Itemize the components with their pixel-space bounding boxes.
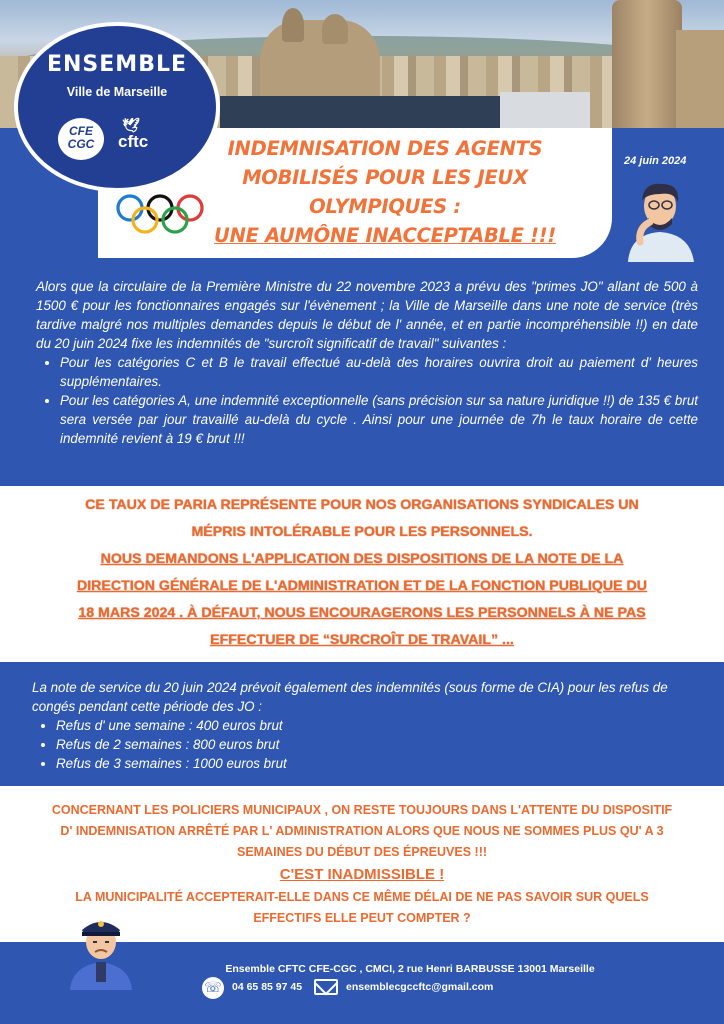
modern-building	[500, 92, 590, 128]
thinking-man-icon	[620, 172, 700, 262]
publication-date: 24 juin 2024	[624, 155, 687, 167]
list-item: • Refus de 3 semaines : 1000 euros brut	[56, 754, 696, 773]
demand-line: EFFECTUER DE “SURCROÎT DE TRAVAIL” ...	[210, 632, 514, 648]
title-line: UNE AUMÔNE INACCEPTABLE !!!	[214, 224, 556, 247]
page-title	[150, 134, 620, 250]
police-headline: C'EST INADMISSIBLE !	[279, 866, 445, 883]
intro-section	[36, 277, 698, 448]
police-text	[40, 800, 684, 929]
title-line: OLYMPIQUES :	[309, 195, 461, 218]
footer-address: Ensemble CFTC CFE-CGC , CMCI, 2 rue Henri BARBUSSE 13001 Marseille	[225, 963, 595, 975]
logo-title: ENSEMBLE	[46, 52, 188, 77]
list-item: • Pour les catégories C et B le travail effectué au-delà des horaires ouvrira droit au paiement d' heures supplémentaires.	[60, 353, 698, 391]
list-item: • Refus d' une semaine : 400 euros brut	[56, 716, 696, 735]
note-text	[32, 678, 696, 773]
note-list	[32, 716, 696, 773]
cftc-logo	[118, 118, 178, 158]
police-line: CONCERNANT LES POLICIERS MUNICIPAUX , ON RESTE TOUJOURS DANS L'ATTENTE DU DISPOSITIF	[51, 803, 673, 817]
dome	[322, 14, 348, 44]
bird-icon: 🕊	[122, 117, 140, 133]
demand-text	[30, 492, 694, 654]
cftc-label: cftc	[118, 132, 149, 151]
logo-circle	[14, 22, 220, 192]
demand-line: DIRECTION GÉNÉRALE DE L'ADMINISTRATION ET DE LA FONCTION PUBLIQUE DU	[76, 578, 648, 594]
demand-line: NOUS DEMANDONS L'APPLICATION DES DISPOSITIONS DE LA NOTE DE LA	[100, 551, 624, 567]
police-line: D' INDEMNISATION ARRÊTÉ PAR L' ADMINISTRATION ALORS QUE NOUS NE SOMMES PLUS QU' A 3	[60, 824, 664, 838]
dome	[282, 8, 304, 42]
demand-line: 18 MARS 2024 . À DÉFAUT, NOUS ENCOURAGERONS LES PERSONNELS À NE PAS	[78, 605, 646, 621]
modern-building	[220, 96, 500, 128]
list-item: • Pour les catégories A, une indemnité exceptionnelle (sans précision sur sa nature juridique !!) de 135 € brut sera versée par jour travaillé au-delà du cycle . Ainsi pour une journée de 7h le taux horaire de cette indemnité revient à 19 € brut !!!	[60, 391, 698, 448]
demand-line: MÉPRIS INTOLÉRABLE POUR LES PERSONNELS.	[191, 524, 533, 540]
note-paragraph: La note de service du 20 juin 2024 prévoit également des indemnités (sous forme de CIA) pour les refus de congés pendant cette période des JO :	[32, 680, 668, 714]
police-line: EFFECTIFS ELLE PEUT COMPTER ?	[253, 911, 471, 925]
police-line: SEMAINES DU DÉBUT DES ÉPREUVES !!!	[236, 845, 488, 859]
list-item: • Refus de 2 semaines : 800 euros brut	[56, 735, 696, 754]
intro-list	[36, 353, 698, 448]
olympic-rings-icon	[114, 192, 206, 236]
mail-icon	[314, 979, 338, 995]
logo-subtitle: Ville de Marseille	[66, 85, 168, 99]
title-line: INDEMNISATION DES AGENTS	[227, 137, 543, 160]
fort-wall	[676, 30, 724, 128]
demand-line: CE TAUX DE PARIA REPRÉSENTE POUR NOS ORGANISATIONS SYNDICALES UN	[85, 497, 639, 513]
footer-phone[interactable]: 04 65 85 97 45	[232, 981, 303, 993]
police-officer-icon	[66, 908, 136, 990]
phone-icon: ☏	[202, 977, 224, 999]
fort-tower	[612, 0, 682, 128]
title-line: MOBILISÉS POUR LES JEUX	[242, 166, 528, 189]
police-line: LA MUNICIPALITÉ ACCEPTERAIT-ELLE DANS CE MÊME DÉLAI DE NE PAS SAVOIR SUR QUELS	[75, 890, 649, 904]
intro-paragraph: Alors que la circulaire de la Première Ministre du 22 novembre 2023 a prévu des "primes JO" allant de 500 à 1500 € pour les fonctionnaires engagés sur l'évènement ; la Ville de Marseille dans une note de service (très tardive malgré nos multiples demandes depuis le début de l' année, et en partie incompréhensible !!) en date du 20 juin 2024 fixe les indemnités de "surcroît significatif de travail" suivantes :	[36, 279, 698, 351]
cfe-cgc-logo: CFE CGC	[58, 118, 104, 160]
footer-email[interactable]: ensemblecgccftc@gmail.com	[346, 981, 494, 993]
